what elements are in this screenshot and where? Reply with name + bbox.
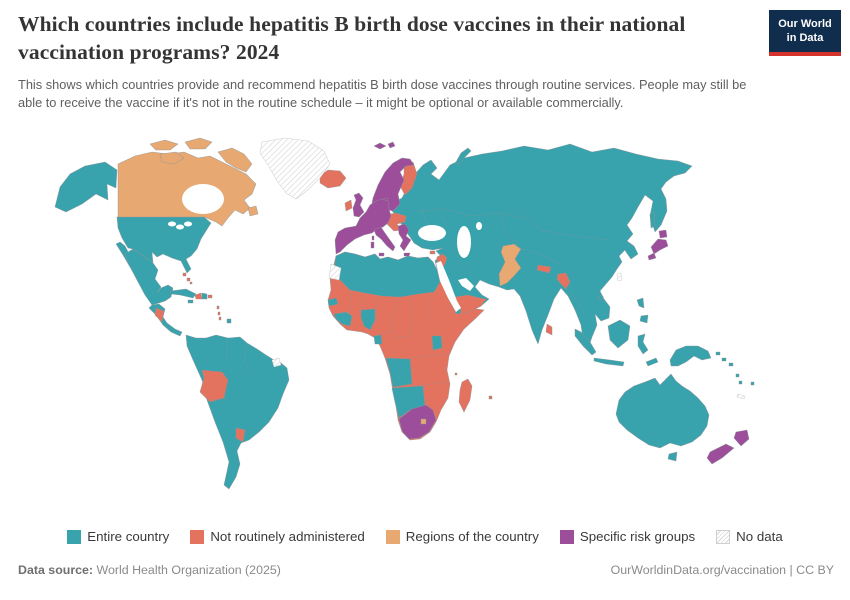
data-source-value: World Health Organization (2025) [96, 563, 281, 577]
country-cuba [170, 289, 196, 298]
legend-item-regions-of-country[interactable] [386, 529, 539, 544]
country-philippines-luzon [637, 298, 644, 308]
island-new-caledonia [737, 394, 745, 399]
country-madagascar [459, 379, 472, 412]
country-papua-new-guinea [670, 346, 711, 366]
country-bolivia [200, 370, 228, 402]
island-solomons [716, 352, 733, 366]
chart-subtitle: This shows which countries provide and recommend hepatitis B birth dose vaccines through routine services. People may still be able to receive the vaccine if it's not in the routine schedule – it might be optional or available commercially. [18, 77, 747, 111]
country-gabon [374, 335, 382, 344]
country-uganda [432, 336, 442, 350]
legend-item-specific-risk-groups[interactable] [560, 529, 695, 544]
attribution-link[interactable]: OurWorldinData.org/vaccination | CC BY [610, 563, 834, 577]
map-legend [0, 529, 850, 544]
data-source-label: Data source: [18, 563, 94, 577]
country-philippines-mindanao [640, 315, 648, 323]
owid-logo-line2: in Data [786, 32, 824, 45]
country-greenland [260, 138, 330, 199]
legend-swatch-no-data [716, 530, 730, 544]
country-japan [648, 230, 668, 260]
country-new-zealand [707, 430, 749, 464]
island-taiwan [617, 273, 622, 281]
country-jamaica [188, 300, 193, 303]
island-timor [646, 358, 658, 366]
legend-swatch-entire-country [67, 530, 81, 544]
island-cyprus [430, 251, 435, 254]
legend-swatch-regions-of-country [386, 530, 400, 544]
legend-item-no-data[interactable] [716, 529, 783, 544]
island-lesser-antilles [217, 306, 221, 320]
island-sicily [379, 253, 384, 256]
chart-title: Which countries include hepatitis B birth dose vaccines in their national vaccination programs? 2024 [18, 12, 686, 65]
data-source [18, 563, 281, 577]
chart-footer [18, 563, 834, 577]
country-south-america [186, 335, 289, 489]
region-western-europe [335, 199, 391, 254]
legend-label: Specific risk groups [579, 529, 696, 544]
legend-item-not-routinely-administered[interactable] [190, 529, 364, 544]
legend-swatch-specific-risk-groups [560, 530, 574, 544]
owid-logo[interactable] [769, 10, 841, 56]
island-sardinia-corsica [371, 236, 374, 248]
legend-label: Not routinely administered [210, 529, 365, 544]
island-fiji-vanuatu [736, 374, 754, 385]
legend-label: Regions of the country [405, 529, 539, 544]
island-sakhalin [650, 212, 655, 228]
country-australia [616, 374, 709, 448]
legend-label: No data [736, 529, 783, 544]
legend-swatch-not-routinely-administered [190, 530, 204, 544]
island-java [594, 358, 624, 366]
country-united-kingdom [353, 193, 364, 217]
country-italy [374, 227, 395, 251]
world-map[interactable] [0, 132, 850, 524]
region-central-america [149, 304, 182, 336]
island-sulawesi [638, 334, 648, 354]
country-ireland [345, 200, 352, 211]
country-dominican-republic [202, 293, 207, 299]
island-bahamas [183, 273, 192, 284]
owid-logo-line1: Our World [778, 18, 832, 30]
island-svalbard [374, 142, 395, 149]
region-french-guiana [272, 358, 281, 367]
island-borneo [608, 320, 630, 348]
island-tasmania [668, 452, 677, 461]
country-trinidad [227, 319, 231, 323]
island-hainan [599, 296, 603, 300]
island-sri-lanka [546, 324, 552, 335]
country-angola [386, 358, 412, 387]
island-puerto-rico [208, 295, 212, 298]
country-lesotho [421, 419, 426, 424]
country-alaska [55, 162, 117, 212]
island-newfoundland [248, 206, 258, 216]
legend-item-entire-country[interactable] [67, 529, 169, 544]
region-liberia-ivory-coast [334, 312, 352, 326]
island-crete [404, 253, 410, 256]
legend-label: Entire country [87, 529, 170, 544]
